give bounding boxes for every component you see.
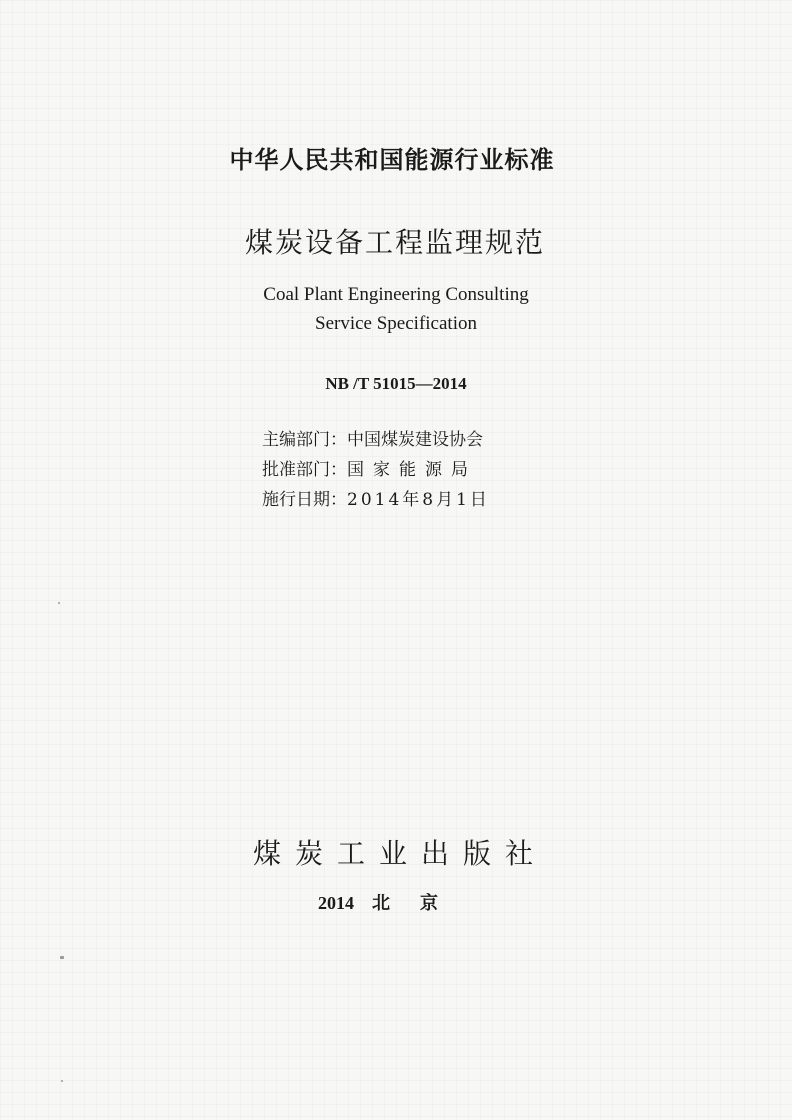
title-english-line1: Coal Plant Engineering Consulting (263, 284, 529, 305)
publisher: 煤炭工业出版社 (252, 837, 547, 870)
editor-row (262, 425, 490, 455)
title-chinese: 煤炭设备工程监理规范 (244, 226, 545, 259)
publication-city: 北京 (372, 893, 468, 913)
effective-date-value: 2014年8月1日 (347, 490, 490, 510)
approver-row (262, 455, 490, 485)
effective-date-row (262, 485, 490, 515)
effective-date-label: 施行日期： (262, 490, 347, 510)
editor-value: 中国煤炭建设协会 (347, 430, 483, 450)
approver-label: 批准部门： (262, 460, 347, 480)
standard-code: NB /T 51015—2014 (325, 374, 467, 393)
scan-speck (61, 1080, 63, 1082)
title-english-line2: Service Specification (315, 313, 477, 334)
publication-place (0, 889, 789, 915)
scan-speck (58, 602, 60, 604)
editor-label: 主编部门： (262, 430, 347, 450)
standard-header: 中华人民共和国能源行业标准 (229, 146, 555, 174)
info-block (262, 425, 490, 515)
approver-value: 国家能源局 (347, 460, 477, 480)
scan-speck (60, 956, 64, 959)
publication-year: 2014 (318, 893, 354, 913)
